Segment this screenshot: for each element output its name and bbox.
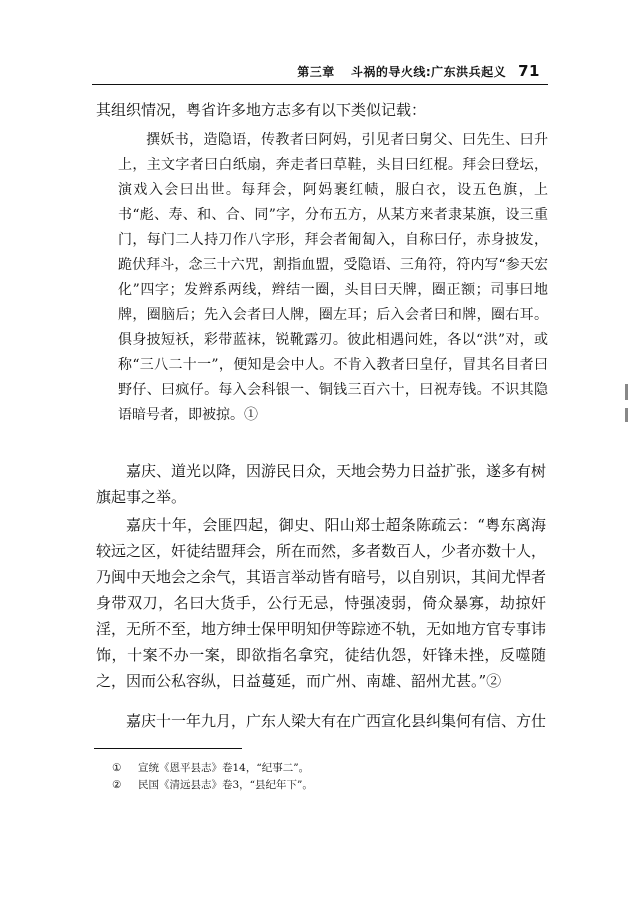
- footnote-mark: ①: [112, 762, 122, 774]
- footnote-mark: ②: [112, 779, 122, 791]
- intro-text: 其组织情况，粤省许多地方志多有以下类似记载：: [96, 101, 427, 119]
- paragraph-jiaqing-daoguang: [96, 458, 546, 510]
- chapter-label: 第三章: [297, 65, 335, 79]
- scan-edge-mark: [625, 384, 628, 400]
- paragraph-jiaqing11: [96, 708, 546, 734]
- footnote: [112, 777, 532, 794]
- page-number: 71: [518, 62, 540, 80]
- section-title: 斗祸的导火线:广东洪兵起义: [350, 65, 507, 79]
- footnote-rule: [94, 748, 242, 749]
- header-rule: [92, 84, 548, 85]
- paragraph-text: 嘉庆十一年九月，广东人梁大有在广西宣化县纠集何有信、方仕: [126, 712, 547, 730]
- intro-paragraph: [96, 97, 546, 123]
- block-quote: 撰妖书，造隐语，传教者曰阿妈，引见者曰舅父、曰先生、曰升上，主文字者曰白纸扇，奔走者曰草鞋，头目曰红棍。拜会曰登坛，演戏入会曰出世。每拜会，阿妈裹红帻，服白衣，设五色旗，上书“彪、寿、和、合、同”字，分布五方，从某方来者隶某旗，设三重门，每门二人持刀作八字形，拜会者匍匐入，自称曰仔，赤身披发，跪伏拜斗，念三十六咒，割指血盟，受隐语、三角符，符内写“参天宏化”四字；发辫系两线，辫结一圈，头目曰天牌，圈正额；司事曰地牌，圈脑后；先入会者曰人牌，圈左耳；后入会者曰和牌，圈右耳。俱身披短袄，彩带蓝袜，锐靴露刃。彼此相遇问姓，各以“洪”对，或称“三八二十一”，便知是会中人。不肯入教者曰皇仔，冒其名目者曰野仔、曰疯仔。每入会科银一、铜钱三百六十，曰祝寿钱。不识其隐语暗号者，即被掠。①: [118, 132, 548, 423]
- paragraph-text: 嘉庆、道光以降，因游民日众，天地会势力日益扩张，遂多有树旗起事之举。: [96, 462, 547, 506]
- footnotes: [112, 760, 532, 794]
- footnote-text: 宣统《恩平县志》卷14，“纪事二”。: [138, 762, 310, 774]
- footnote: [112, 760, 532, 777]
- paragraph-text: 嘉庆十年，会匪四起，御史、阳山郑士超条陈疏云：“粤东离海较远之区，奸徒结盟拜会，所在而然，多者数百人，少者亦数十人，乃闽中天地会之余气，其语言举动皆有暗号，以自别识，其间尤悍者身带双刀，名曰大货手，公行无忌，恃强凌弱，倚众暴寡，劫掠奸淫，无所不至，地方绅士保甲明知伊等踪迹不轨，无如地方官专事讳饰，十案不办一案，即欲指名拿究，徒结仇怨，奸锋未挫，反噬随之，因而公私容纵，日益蔓延，而广州、南雄、韶州尤甚。”②: [96, 516, 547, 690]
- footnote-text: 民国《清远县志》卷3，“县纪年下”。: [138, 779, 313, 791]
- running-head: [297, 62, 540, 80]
- paragraph-jiaqing10: [96, 512, 546, 694]
- scan-edge-mark: [625, 408, 628, 422]
